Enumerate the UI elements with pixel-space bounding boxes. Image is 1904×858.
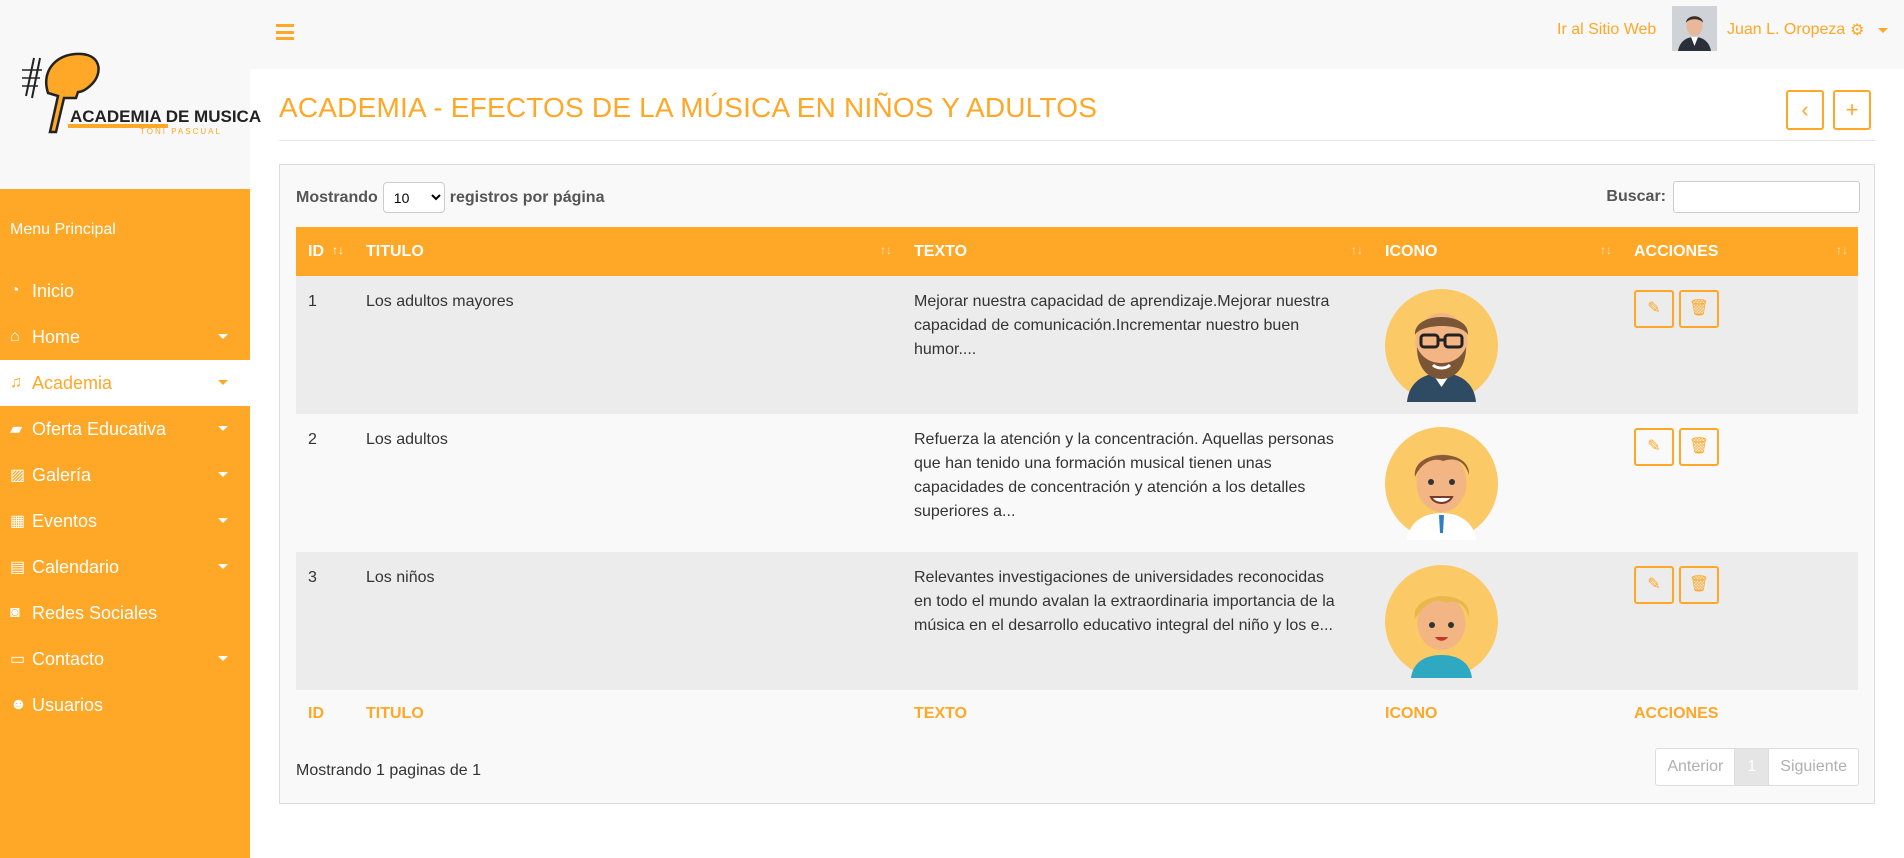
table-row: [296, 276, 1858, 414]
length-prefix: Mostrando: [296, 188, 378, 206]
sidebar: [0, 0, 262, 858]
sidebar-item-usuarios[interactable]: [0, 682, 250, 728]
calendar-icon: ▤: [10, 559, 26, 576]
delete-button[interactable]: [1679, 566, 1719, 604]
sidebar-item-inicio[interactable]: [0, 268, 250, 314]
cell-id: 1: [308, 293, 317, 310]
caret-down-icon: [218, 334, 228, 339]
sidebar-item-oferta-educativa[interactable]: [0, 406, 250, 452]
column-footer-titulo: TITULO: [366, 705, 424, 722]
cell-titulo: Los adultos mayores: [366, 293, 514, 310]
caret-down-icon: [218, 426, 228, 431]
column-footer-texto: TEXTO: [914, 705, 968, 722]
cell-titulo: Los niños: [366, 569, 435, 586]
data-table-panel: [279, 164, 1875, 804]
edit-icon: ✎: [1647, 300, 1661, 317]
logo-title: ACADEMIA DE MUSICA: [70, 107, 262, 126]
column-header-acciones[interactable]: ACCIONES ↑↓: [1634, 242, 1848, 260]
edit-icon: ✎: [1647, 576, 1661, 593]
users-icon: ☻: [10, 696, 27, 713]
user-avatar[interactable]: [1672, 6, 1717, 51]
column-header-texto[interactable]: TEXTO ↑↓: [914, 242, 1363, 260]
cell-texto: Refuerza la atención y la concentración. Aquellas personas que han tenido una formación musical tienen unas capacidades de concentración y atención a los detalles superiores a...: [914, 431, 1334, 520]
cell-icono: [1373, 552, 1622, 690]
sidebar-item-home[interactable]: [0, 314, 250, 360]
cell-titulo: Los adultos: [366, 431, 448, 448]
sort-icon: ↑↓: [1351, 243, 1363, 257]
sidebar-item-label: Inicio: [32, 280, 75, 301]
back-button[interactable]: [1786, 90, 1824, 130]
sidebar-item-label: Eventos: [32, 510, 98, 531]
sort-icon: ↑↓: [1600, 243, 1612, 257]
site-link[interactable]: Ir al Sitio Web: [1557, 21, 1657, 38]
column-header-id[interactable]: ID ↑↓: [308, 242, 344, 260]
column-header-icono[interactable]: ICONO ↑↓: [1385, 242, 1612, 260]
caret-down-icon: [218, 380, 228, 385]
user-name[interactable]: Juan L. Oropeza: [1727, 21, 1846, 38]
prev-page-button[interactable]: Anterior: [1667, 758, 1724, 775]
logo-subtitle: TONI PASCUAL: [140, 127, 222, 136]
academia-table: [296, 227, 1858, 738]
instagram-icon: ◙: [10, 604, 20, 621]
table-row: [296, 414, 1858, 552]
delete-button[interactable]: [1679, 428, 1719, 466]
calendar-grid-icon: ▦: [10, 513, 26, 530]
caret-down-icon: [218, 518, 228, 523]
logo-area: [0, 0, 262, 189]
edit-button[interactable]: [1634, 566, 1674, 604]
cell-id: 3: [308, 569, 317, 586]
column-footer-id: ID: [308, 705, 324, 722]
edit-button[interactable]: [1634, 290, 1674, 328]
next-page-button[interactable]: Siguiente: [1768, 749, 1858, 785]
sidebar-item-calendario[interactable]: [0, 544, 250, 590]
image-icon: ▨: [10, 467, 26, 484]
length-suffix: registros por página: [449, 188, 605, 206]
table-info: Mostrando 1 paginas de 1: [296, 762, 482, 779]
table-header-row: [296, 227, 1858, 276]
cell-icono: [1373, 414, 1622, 552]
length-control: [296, 182, 604, 213]
sidebar-item-eventos[interactable]: [0, 498, 250, 544]
chevron-left-icon: ‹: [1801, 97, 1809, 122]
sidebar-item-redes-sociales[interactable]: [0, 590, 250, 636]
graduation-cap-icon: ▰: [10, 421, 23, 438]
cell-texto: Mejorar nuestra capacidad de aprendizaje.Mejorar nuestra capacidad de comunicación.Incrementar nuestro buen humor....: [914, 293, 1330, 358]
column-footer-icono: ICONO: [1385, 705, 1438, 722]
sidebar-item-label: Redes Sociales: [32, 602, 158, 623]
search-control: [1606, 181, 1860, 213]
page-length-select[interactable]: [383, 182, 445, 213]
pagination: [1655, 748, 1859, 786]
column-header-titulo[interactable]: TITULO ↑↓: [366, 242, 892, 260]
cell-acciones: [1622, 414, 1858, 552]
senior-man-avatar: [1385, 289, 1498, 402]
cell-acciones: [1622, 552, 1858, 690]
caret-down-icon: [218, 656, 228, 661]
dashboard-icon: ◔: [10, 282, 20, 299]
cell-icono: [1373, 276, 1622, 414]
edit-icon: ✎: [1647, 438, 1661, 455]
plus-icon: +: [1845, 97, 1859, 122]
child-avatar: [1385, 565, 1498, 678]
title-divider: [279, 140, 1875, 141]
page-1-button[interactable]: 1: [1734, 749, 1768, 785]
menu-title: Menu Principal: [10, 221, 116, 238]
sort-icon: ↑↓: [1836, 243, 1848, 257]
sidebar-item-label: Galería: [32, 464, 92, 485]
table-row: [296, 552, 1858, 690]
sidebar-item-galeria[interactable]: [0, 452, 250, 498]
cell-id: 2: [308, 431, 317, 448]
topbar: [250, 0, 1904, 69]
sidebar-item-label: Calendario: [32, 556, 120, 577]
adult-man-avatar: [1385, 427, 1498, 540]
trash-icon: 🗑: [1688, 438, 1710, 455]
cell-acciones: [1622, 276, 1858, 414]
home-icon: ⌂: [10, 328, 20, 345]
sidebar-item-label: Contacto: [32, 648, 105, 669]
sort-icon: ↑↓: [880, 243, 892, 257]
page-title: ACADEMIA - EFECTOS DE LA MÚSICA EN NIÑOS Y ADULTOS: [279, 92, 1098, 123]
column-footer-acciones: ACCIONES: [1634, 705, 1719, 722]
caret-down-icon[interactable]: [1878, 28, 1888, 33]
sort-asc-icon: ↑↓: [332, 243, 344, 257]
edit-button[interactable]: [1634, 428, 1674, 466]
cogs-icon[interactable]: ⚙: [1850, 22, 1865, 39]
add-button[interactable]: [1833, 90, 1871, 130]
table-footer-row: [296, 690, 1858, 738]
music-icon: ♫: [10, 374, 22, 391]
sidebar-item-label: Oferta Educativa: [32, 418, 167, 439]
caret-down-icon: [218, 472, 228, 477]
sidebar-menu: [0, 268, 250, 728]
sidebar-item-contacto[interactable]: [0, 636, 250, 682]
sidebar-item-academia[interactable]: [0, 360, 250, 406]
search-input[interactable]: [1673, 181, 1860, 213]
academy-logo[interactable]: [20, 48, 262, 143]
trash-icon: 🗑: [1688, 300, 1710, 317]
hamburger-menu-icon[interactable]: [276, 24, 294, 40]
trash-icon: 🗑: [1688, 576, 1710, 593]
delete-button[interactable]: [1679, 290, 1719, 328]
sidebar-item-label: Home: [32, 326, 81, 347]
sidebar-item-label: Usuarios: [32, 694, 104, 715]
address-card-icon: ▭: [10, 651, 26, 668]
sidebar-item-label: Academia: [32, 372, 113, 393]
cell-texto: Relevantes investigaciones de universidades reconocidas en todo el mundo avalan la extraordinaria importancia de la música en el desarrollo educativo integral del niño y los e...: [914, 569, 1335, 634]
search-label: Buscar:: [1606, 188, 1666, 205]
caret-down-icon: [218, 564, 228, 569]
